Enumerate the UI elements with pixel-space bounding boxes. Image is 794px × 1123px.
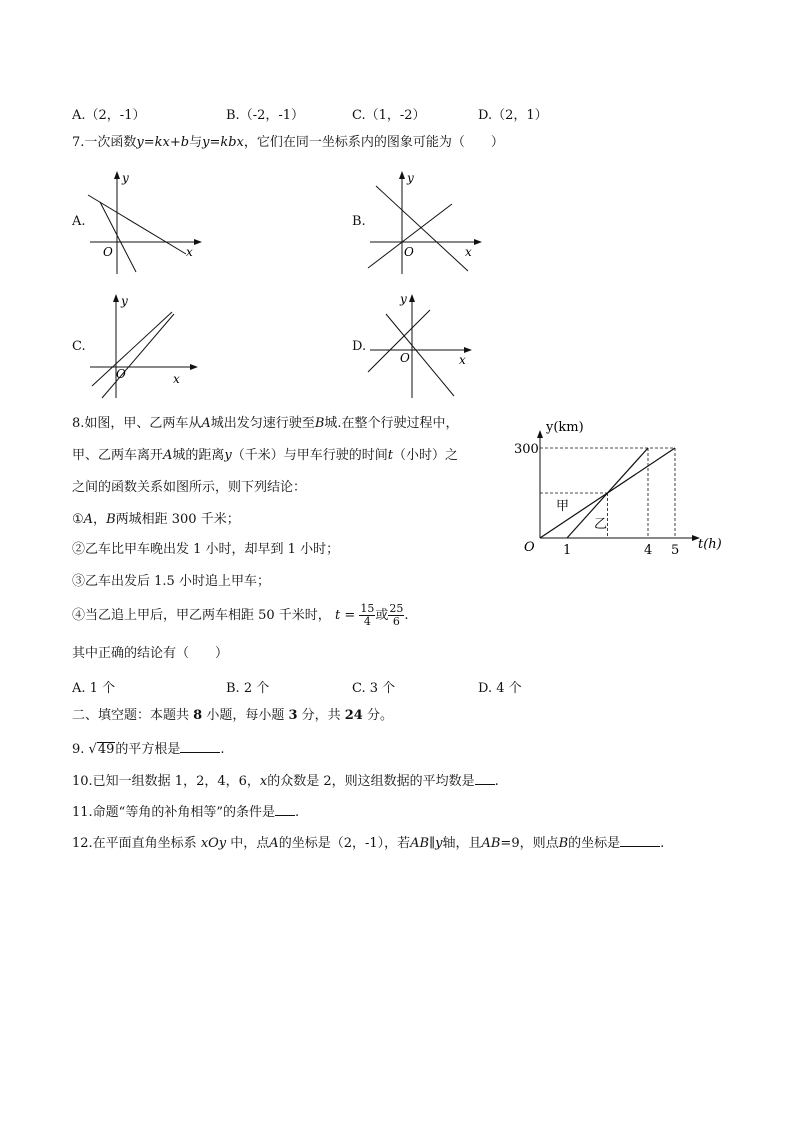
q7-graph-a (86, 168, 206, 278)
y-axis-arrow-icon (113, 294, 119, 302)
q9: 9. √49的平方根是 . (72, 742, 225, 757)
q8-statement-2: ②乙车比甲车晚出发 1 小时，却早到 1 小时； (72, 542, 340, 557)
fraction-25-6: $\frac{25}{6}$ (389, 602, 404, 628)
q8-statement-1: ①A，B两城相距 300 千米； (72, 512, 240, 527)
origin-label: O (524, 540, 535, 555)
q7-graph-b (366, 168, 486, 278)
y-label: y (122, 171, 129, 185)
x-label: x (173, 372, 180, 386)
x-label: x (459, 353, 466, 367)
y-label: y (407, 171, 414, 185)
q7-graph-d-letter[interactable]: D. (352, 339, 367, 354)
x-tick-4: 4 (644, 543, 653, 558)
y-axis-arrow-icon (537, 430, 543, 438)
q10: 10.已知一组数据 1，2，4，6，x的众数是 2，则这组数据的平均数是 . (72, 774, 499, 789)
q7-graph-c-letter[interactable]: C. (72, 339, 86, 354)
x-tick-5: 5 (671, 543, 680, 558)
fraction-15-4: $\frac{15}{4}$ (360, 602, 375, 628)
y-label: y (121, 294, 128, 308)
q8-option-d[interactable]: D. 4 个 (478, 681, 522, 696)
series-label-jia: 甲 (556, 499, 570, 514)
section-2-heading: 二、填空题：本题共 8 小题，每小题 3 分，共 24 分。 (72, 708, 393, 723)
q8-option-a[interactable]: A. 1 个 (72, 681, 116, 696)
q11-blank[interactable] (275, 803, 295, 816)
q11: 11.命题“等角的补角相等”的条件是 . (72, 805, 300, 820)
q9-blank[interactable] (180, 740, 220, 753)
y-tick-300: 300 (514, 442, 539, 457)
x-label: x (465, 245, 472, 259)
x-axis-label: t(h) (698, 537, 722, 552)
q10-blank[interactable] (475, 772, 495, 785)
q8-option-b[interactable]: B. 2 个 (226, 681, 270, 696)
q7-graph-c (86, 290, 206, 402)
y-axis-label: y(km) (546, 420, 584, 435)
line-1 (92, 312, 172, 386)
q8-statement-4: ④当乙追上甲后，甲乙两车相距 50 千米时， t = $\frac{15}{4}$ 或 $\frac{25}{6}$ . (72, 602, 409, 628)
q6-option-a[interactable]: A.（2，-1） (72, 108, 146, 123)
y-axis-arrow-icon (399, 171, 405, 179)
q8-distance-time-chart (512, 414, 728, 558)
series-label-yi: 乙 (594, 517, 608, 532)
q8-line-3: 之间的函数关系如图所示，则下列结论： (72, 480, 307, 495)
q12-blank[interactable] (620, 834, 660, 847)
q8-line-2: 甲、乙两车离开A城的距离y（千米）与甲车行驶的时间t（小时）之 (72, 448, 459, 463)
q6-option-d[interactable]: D.（2，1） (478, 108, 548, 123)
x-axis-arrow-icon (474, 239, 482, 245)
q8-statement-3: ③乙车出发后 1.5 小时追上甲车； (72, 574, 270, 589)
line-2 (376, 186, 468, 271)
origin-label: O (116, 367, 126, 381)
q7-stem: 7.一次函数y=kx+b与y=kbx，它们在同一坐标系内的图象可能为（ ） (72, 135, 504, 150)
origin-label: O (400, 351, 410, 365)
x-axis-arrow-icon (190, 364, 198, 370)
sqrt-symbol: √ (88, 742, 97, 757)
y-axis-arrow-icon (114, 171, 120, 179)
origin-label: O (404, 245, 414, 259)
q6-option-b[interactable]: B.（-2，-1） (226, 108, 305, 123)
q12: 12.在平面直角坐标系 xOy 中，点A的坐标是（2，-1），若AB∥y轴，且AB=9，则点B的坐标是 . (72, 836, 665, 851)
q7-graph-d (366, 290, 486, 402)
q8-option-c[interactable]: C. 3 个 (352, 681, 396, 696)
x-axis-arrow-icon (194, 239, 202, 245)
x-tick-1: 1 (563, 543, 572, 558)
y-axis-arrow-icon (409, 294, 415, 302)
origin-label: O (103, 245, 113, 259)
q8-line-1: 8.如图，甲、乙两车从A城出发匀速行驶至B城.在整个行驶过程中， (72, 416, 459, 431)
line-2 (102, 314, 174, 398)
y-label: y (400, 292, 407, 306)
q7-graph-a-letter[interactable]: A. (72, 214, 86, 229)
q6-option-c[interactable]: C.（1，-2） (352, 108, 426, 123)
line-2 (386, 314, 454, 396)
q7-graph-b-letter[interactable]: B. (352, 214, 366, 229)
x-label: x (186, 245, 193, 259)
q8-question: 其中正确的结论有（ ） (72, 646, 229, 661)
line-1 (368, 310, 430, 372)
